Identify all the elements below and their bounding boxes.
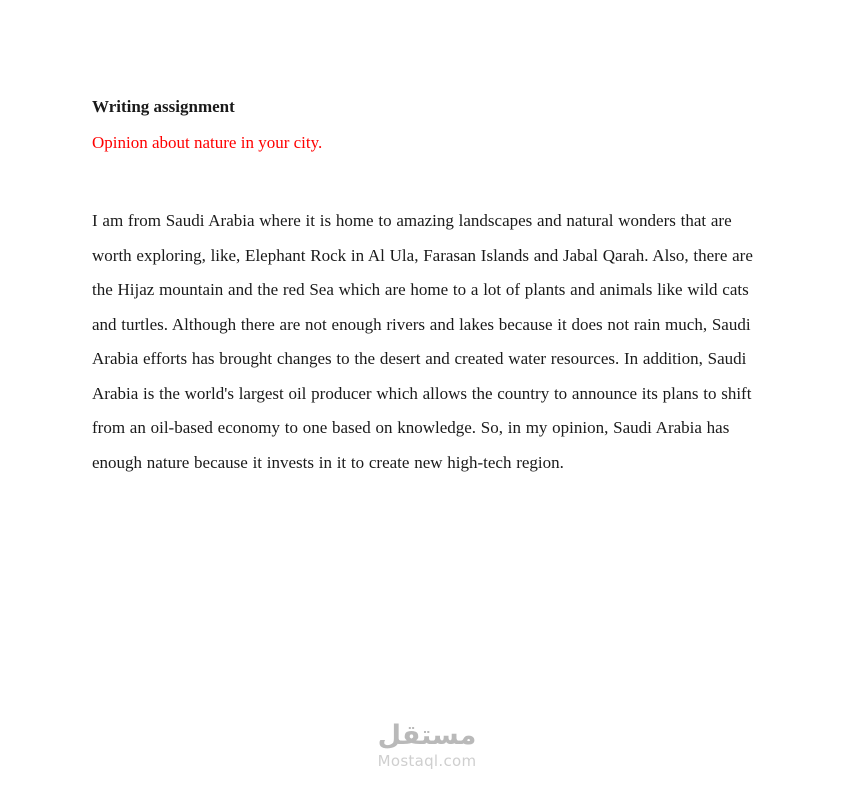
essay-body-paragraph: I am from Saudi Arabia where it is home to amazing landscapes and natural wonders that are worth exploring, like, Elephant Rock in Al Ula, Farasan Islands and Jabal Qarah. Also, there are the Hijaz mountain and the red Sea which are home to a lot of plants and animals like wild cats and turtles. Although there are not enough rivers and lakes because it does not rain much, Saudi Arabia efforts has brought changes to the desert and created water resources. In addition, Saudi Arabia is the world's largest oil producer which allows the country to announce its plans to shift from an oil-based economy to one based on knowledge. So, in my opinion, Saudi Arabia has enough nature because it invests in it to create new high-tech region. [92,211,753,472]
watermark [0,721,854,771]
mostaql-arabic-logo: مستقل [377,720,477,751]
assignment-topic: Opinion about nature in your city. [92,133,323,152]
mostaql-site-name: Mostaql.com [377,752,477,770]
assignment-title: Writing assignment [92,97,235,116]
